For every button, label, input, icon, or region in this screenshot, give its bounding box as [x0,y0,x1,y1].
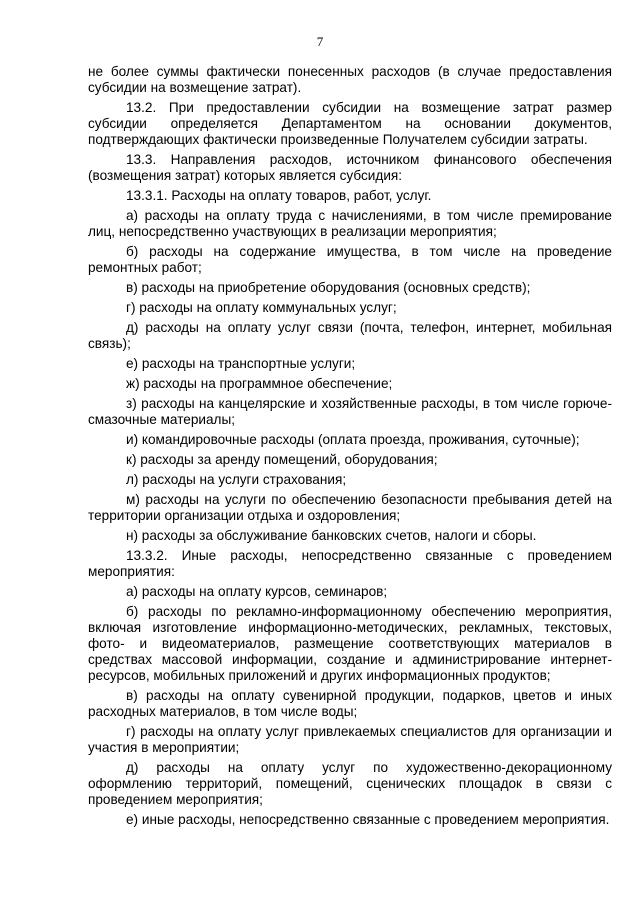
paragraph: 13.3.2. Иные расходы, непосредственно связанные с проведением мероприятия: [88,548,612,579]
paragraph: 13.3.1. Расходы на оплату товаров, работ, услуг. [126,188,432,203]
list-item: з) расходы на канцелярские и хозяйственные расходы, в том числе горюче-смазочные материалы; [88,396,612,427]
list-item: д) расходы на оплату услуг связи (почта, телефон, интернет, мобильная связь); [88,320,612,351]
paragraph: не более суммы фактически понесенных расходов (в случае предоставления субсидии на возмещение затрат). [88,64,612,95]
document-body [88,64,612,832]
list-item: в) расходы на оплату сувенирной продукции, подарков, цветов и иных расходных материалов, в том числе воды; [88,688,612,719]
list-item: е) иные расходы, непосредственно связанные с проведением мероприятия. [126,812,610,827]
list-item: и) командировочные расходы (оплата проезда, проживания, суточные); [126,432,580,447]
paragraph: 13.2. При предоставлении субсидии на возмещение затрат размер субсидии определяется Департаментом на основании документов, подтверждающих фактически произведенные Получателем субсидии затраты. [88,100,612,147]
page-number: 7 [316,34,324,49]
list-item: а) расходы на оплату курсов, семинаров; [126,584,388,599]
list-item: г) расходы на оплату коммунальных услуг; [126,300,397,315]
list-item: б) расходы на содержание имущества, в том числе на проведение ремонтных работ; [88,244,612,275]
list-item: л) расходы на услуги страхования; [126,472,347,487]
list-item: д) расходы на оплату услуг по художественно-декорационному оформлению территорий, помещений, сценических площадок в связи с проведением мероприятия; [88,760,612,807]
list-item: в) расходы на приобретение оборудования (основных средств); [126,280,531,295]
list-item: г) расходы на оплату услуг привлекаемых специалистов для организации и участия в мероприятии; [88,724,612,755]
list-item: м) расходы на услуги по обеспечению безопасности пребывания детей на территории организации отдыха и оздоровления; [88,492,612,523]
list-item: б) расходы по рекламно-информационному обеспечению мероприятия, включая изготовление информационно-методических, рекламных, текстовых, фото- и видеоматериалов, размещение соответствующих материалов в средствах массовой информации, создание и администрирование интернет-ресурсов, мобильных приложений и других информационных продуктов; [88,604,612,683]
paragraph: 13.3. Направления расходов, источником финансового обеспечения (возмещения затрат) которых является субсидия: [88,152,612,183]
list-item: ж) расходы на программное обеспечение; [126,376,393,391]
list-item: е) расходы на транспортные услуги; [126,356,356,371]
list-item: а) расходы на оплату труда с начислениями, в том числе премирование лиц, непосредственно участвующих в реализации мероприятия; [88,208,612,239]
list-item: н) расходы за обслуживание банковских счетов, налоги и сборы. [126,528,537,543]
list-item: к) расходы за аренду помещений, оборудования; [126,452,438,467]
